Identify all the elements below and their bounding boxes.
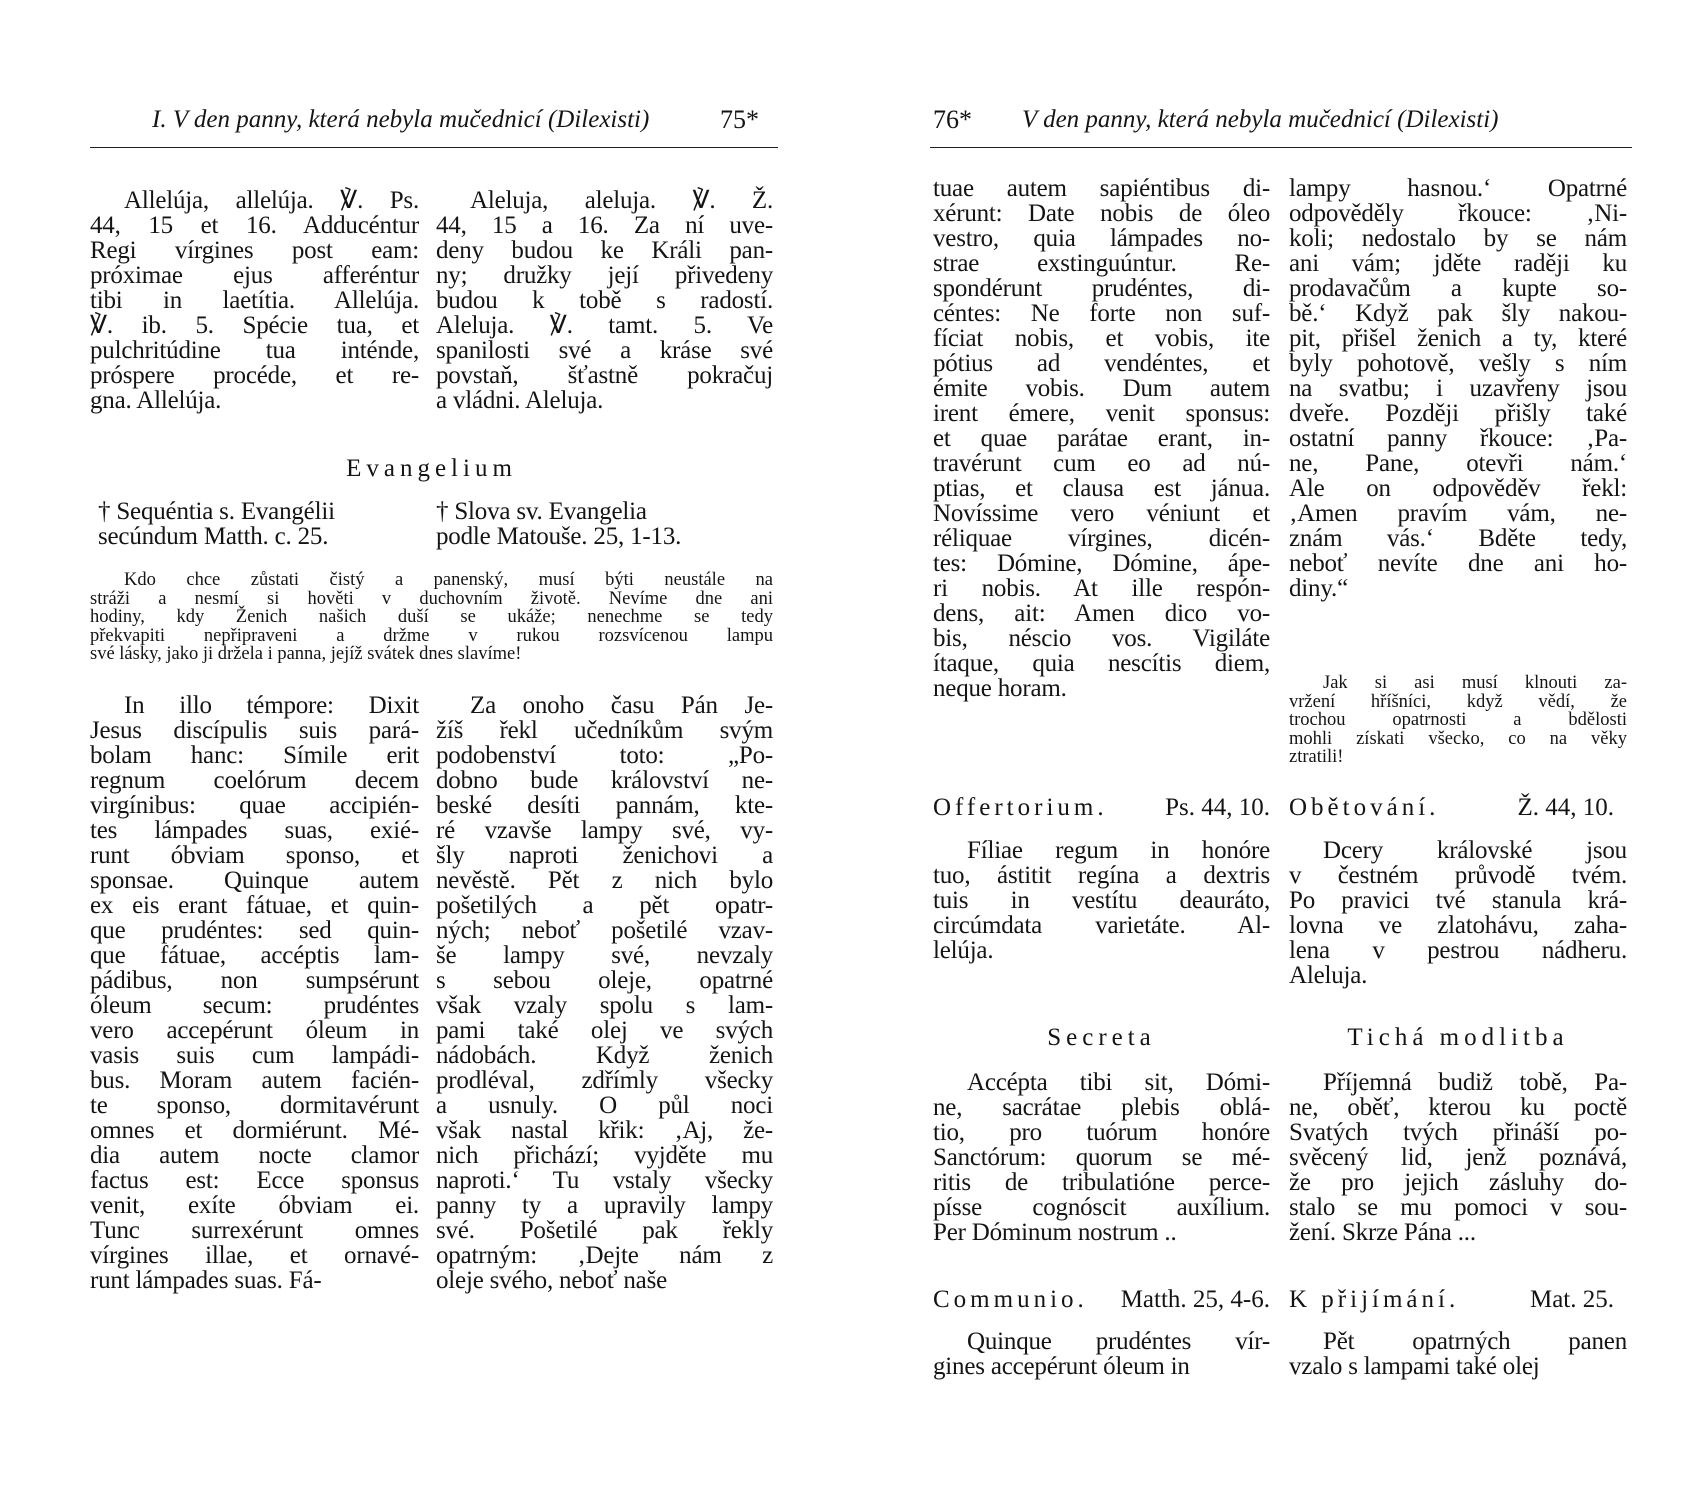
text-line: Novíssime vero véniunt et — [933, 500, 1270, 527]
text-line: gna. Allelúja. — [90, 387, 222, 414]
text-line: budou k tobě s radostí. — [436, 287, 773, 314]
secret-czech — [1289, 1069, 1627, 1244]
text-line: que prudéntes: sed quin- — [90, 917, 419, 944]
text-line: deny budou ke Králi pan- — [436, 237, 773, 264]
text-line: dia autem nocte clamor — [90, 1142, 419, 1169]
text-line: strae exstinguúntur. Re- — [933, 250, 1270, 277]
text-line: tio, pro tuórum honóre — [933, 1119, 1270, 1146]
text-line: te sponso, dormitavérunt — [90, 1092, 419, 1119]
text-line: prodléval, zdřímly všecky — [436, 1067, 773, 1094]
text-line: Sanctórum: quorum se mé- — [933, 1144, 1270, 1171]
text-line: tes: Dómine, Dómine, ápe- — [933, 550, 1270, 577]
text-line: diny.“ — [1289, 575, 1348, 602]
text-line: svěcený lid, jenž poznává, — [1289, 1144, 1627, 1171]
text-line: neque horam. — [933, 675, 1067, 702]
text-line: beské desíti pannám, kte- — [436, 792, 773, 819]
text-line: pami také olej ve svých — [436, 1017, 773, 1044]
text-line: factus est: Ecce sponsus — [90, 1167, 419, 1194]
text-line: † Slova sv. Evangelia — [436, 498, 647, 525]
text-line: však nastal křik: ‚Aj, že- — [436, 1117, 773, 1144]
text-line: vržení hříšníci, když vědí, že — [1289, 691, 1627, 712]
text-line: ex eis erant fátuae, et quin- — [90, 892, 419, 919]
secret-latin — [933, 1069, 1270, 1244]
text-line: Accépta tibi sit, Dómi- — [967, 1069, 1270, 1096]
text-line: neboť nevíte dne ani ho- — [1289, 550, 1627, 577]
text-line: Svatých tvých přináší po- — [1289, 1119, 1627, 1146]
text-line: travérunt cum eo ad nú- — [933, 450, 1270, 477]
offertory-heading-czech — [1289, 794, 1614, 822]
offertory-ref-latin: Ps. 44, 10. — [1165, 794, 1270, 821]
text-line: Pět opatrných panen — [1323, 1328, 1627, 1355]
gospel-czech-continued — [1289, 175, 1627, 600]
text-line: Jak si asi musí klnouti za- — [1323, 673, 1627, 693]
text-line: Regi vírgines post eam: — [90, 237, 419, 264]
gospel-reference-czech — [436, 497, 773, 550]
text-line: bě.‘ Když pak šly nakou- — [1289, 300, 1627, 327]
text-line: podobenství toto: „Po- — [436, 742, 773, 769]
communion-heading-czech — [1289, 1286, 1614, 1314]
text-line: ne, Pane, otevři nám.‘ — [1289, 450, 1627, 477]
text-line: Kdo chce zůstati čistý a panenský, musí býti neustále na — [124, 570, 773, 590]
text-line: tes lámpades suas, exié- — [90, 817, 419, 844]
text-line: bis, néscio vos. Vigiláte — [933, 625, 1270, 652]
offertory-czech — [1289, 837, 1627, 987]
text-line: 44, 15 a 16. Za ní uve- — [436, 212, 773, 239]
text-line: nevěstě. Pět z nich bylo — [436, 867, 773, 894]
text-line: pit, přišel ženich a ty, které — [1289, 325, 1627, 352]
text-line: et quae parátae erant, in- — [933, 425, 1270, 452]
text-line: nich přichází; vyjděte mu — [436, 1142, 773, 1169]
text-line: byly pohotově, vešly s ním — [1289, 350, 1627, 377]
text-line: své lásky, jako ji držela i panna, jejíž svátek dnes slavíme! — [90, 644, 522, 664]
communion-label-czech: K přijímání. — [1289, 1286, 1460, 1313]
text-line: céntes: Ne forte non suf- — [933, 300, 1270, 327]
text-line: tuae autem sapiéntibus di- — [933, 175, 1270, 202]
text-line: pótius ad vendéntes, et — [933, 350, 1270, 377]
text-line: písse cognóscit auxílium. — [933, 1194, 1270, 1221]
text-line: vasis suis cum lampádi- — [90, 1042, 419, 1069]
text-line: próximae ejus afferéntur — [90, 262, 419, 289]
text-line: mohli získati všecko, co na věky — [1289, 728, 1627, 749]
text-line: Ale on odpověděv řekl: — [1289, 475, 1627, 502]
text-line: že pro jejich zásluhy do- — [1289, 1169, 1627, 1196]
text-line: šly naproti ženichovi a — [436, 842, 773, 869]
text-line: ny; družky její přivedeny — [436, 262, 773, 289]
text-line: hodiny, kdy Ženich našich duší se ukáže; nenechme se tedy — [90, 607, 773, 627]
text-line: Za onoho času Pán Je- — [470, 692, 773, 719]
text-line: fíciat nobis, et vobis, ite — [933, 325, 1270, 352]
communion-ref-latin: Matth. 25, 4-6. — [1120, 1286, 1270, 1313]
gospel-reference-latin — [98, 497, 427, 550]
alleluia-latin — [90, 187, 419, 412]
text-line: še lampy své, nevzaly — [436, 942, 773, 969]
left-page-number: 75* — [720, 105, 759, 134]
text-line: koli; nedostalo by se nám — [1289, 225, 1627, 252]
text-line: tibi in laetítia. Allelúja. — [90, 287, 419, 314]
text-line: spanilosti své a kráse své — [436, 337, 773, 364]
text-line: lovna ve zlatohávu, zaha- — [1289, 912, 1627, 939]
right-page-running-header: V den panny, která nebyla mučednicí (Dilexisti) — [1022, 106, 1499, 133]
text-line: panny ty a upravily lampy — [436, 1192, 773, 1219]
right-page-number: 76* — [933, 105, 972, 134]
text-line: stráži a nesmí si hověti v duchovním životě. Nevíme dne ani — [90, 588, 773, 609]
text-line: a vládni. Aleluja. — [436, 387, 604, 414]
text-line: lelúja. — [933, 937, 994, 964]
text-line: sponsae. Quinque autem — [90, 867, 419, 894]
secret-heading-latin: Secreta — [1047, 1024, 1156, 1051]
text-line: émite vobis. Dum autem — [933, 375, 1270, 402]
text-line: prodavačům a kupte so- — [1289, 275, 1627, 302]
text-line: stalo se mu pomoci v sou- — [1289, 1194, 1627, 1221]
text-line: ítaque, quia nescítis diem, — [933, 650, 1270, 677]
text-line: překvapiti nepřipraveni a držme v rukou rozsvícenou lampu — [90, 625, 773, 646]
text-line: podle Matouše. 25, 1-13. — [436, 523, 682, 550]
text-line: ri nobis. At ille respón- — [933, 575, 1270, 602]
text-line: Aleluja. — [1289, 962, 1368, 989]
text-line: vzalo s lampami také olej — [1289, 1353, 1540, 1380]
communion-heading-latin — [933, 1286, 1270, 1314]
offertory-label-czech: Obětování. — [1289, 794, 1440, 821]
offertory-label-latin: Offertorium. — [933, 794, 1108, 821]
text-line: Příjemná budiž tobě, Pa- — [1323, 1069, 1627, 1096]
offertory-ref-czech: Ž. 44, 10. — [1517, 794, 1614, 821]
text-line: naproti.‘ Tu vstaly všecky — [436, 1167, 773, 1194]
gospel-text-latin — [90, 692, 419, 1292]
text-line: ritis de tribulatióne perce- — [933, 1169, 1270, 1196]
text-line: spondérunt prudéntes, di- — [933, 275, 1270, 302]
text-line: povstaň, šťastně pokračuj — [436, 362, 773, 389]
text-line: vero accepérunt óleum in — [90, 1017, 419, 1044]
text-line: ℣. ib. 5. Spécie tua, et — [90, 312, 419, 339]
text-line: lampy hasnou.‘ Opatrné — [1289, 175, 1627, 202]
text-line: pulchritúdine tua inténde, — [90, 337, 419, 364]
text-line: odpověděly řkouce: ‚Ni- — [1289, 200, 1627, 227]
text-line: ostatní panny řkouce: ‚Pa- — [1289, 425, 1627, 452]
text-line: ne, sacrátae plebis oblá- — [933, 1094, 1270, 1121]
text-line: † Sequéntia s. Evangélii — [98, 498, 335, 525]
text-line: runt lámpades suas. Fá- — [90, 1267, 322, 1294]
gospel-text-czech — [436, 692, 773, 1292]
text-line: dveře. Později přišly také — [1289, 400, 1627, 427]
text-line: ré vzavše lampy své, vy- — [436, 817, 773, 844]
text-line: ztratili! — [1289, 747, 1344, 767]
communion-ref-czech: Mat. 25. — [1529, 1286, 1614, 1313]
gospel-heading: Evangelium — [346, 455, 517, 482]
text-line: Per Dóminum nostrum .. — [933, 1219, 1177, 1246]
text-line: Aleluja. ℣. tamt. 5. Ve — [436, 312, 773, 339]
text-line: však vzaly spolu s lam- — [436, 992, 773, 1019]
text-line: vestro, quia lámpades no- — [933, 225, 1270, 252]
text-line: vírgines illae, et ornavé- — [90, 1242, 419, 1269]
text-line: znám vás.‘ Bděte tedy, — [1289, 525, 1627, 552]
offertory-latin — [933, 837, 1270, 962]
gospel-latin-continued — [933, 175, 1270, 700]
text-line: bolam hanc: Símile erit — [90, 742, 419, 769]
reflection-note — [1289, 673, 1627, 766]
text-line: secúndum Matth. c. 25. — [98, 523, 329, 550]
text-line: réliquae vírgines, dicén- — [933, 525, 1270, 552]
left-page-running-header: I. V den panny, která nebyla mučednicí (Dilexisti) — [152, 106, 650, 133]
text-line: omnes et dormiérunt. Mé- — [90, 1117, 419, 1144]
text-line: irent émere, venit sponsus: — [933, 400, 1270, 427]
offertory-heading-latin — [933, 794, 1270, 822]
text-line: dens, ait: Amen dico vo- — [933, 600, 1270, 627]
text-line: pádibus, non sumpsérunt — [90, 967, 419, 994]
text-line: In illo témpore: Dixit — [124, 692, 419, 719]
text-line: Tunc surrexérunt omnes — [90, 1217, 419, 1244]
text-line: žení. Skrze Pána ... — [1289, 1219, 1476, 1246]
alleluia-czech — [436, 187, 773, 412]
text-line: pošetilých a pět opatr- — [436, 892, 773, 919]
text-line: próspere procéde, et re- — [90, 362, 419, 389]
text-line: tuo, ástitit regína a dextris — [933, 862, 1270, 889]
text-line: oleje svého, neboť naše — [436, 1267, 668, 1294]
text-line: circúmdata varietáte. Al- — [933, 912, 1270, 939]
text-line: regnum coelórum decem — [90, 767, 419, 794]
text-line: ‚Amen pravím vám, ne- — [1289, 500, 1627, 527]
text-line: Quinque prudéntes vír- — [967, 1328, 1270, 1355]
text-line: své. Pošetilé pak řekly — [436, 1217, 773, 1244]
text-line: na svatbu; i uzavřeny jsou — [1289, 375, 1627, 402]
right-header-rule — [930, 147, 1632, 148]
text-line: venit, exíte óbviam ei. — [90, 1192, 419, 1219]
left-header-rule — [90, 147, 778, 148]
secret-heading-czech: Tichá modlitba — [1347, 1024, 1569, 1051]
text-line: Fíliae regum in honóre — [967, 837, 1270, 864]
text-line: virgínibus: quae accipién- — [90, 792, 419, 819]
text-line: óleum secum: prudéntes — [90, 992, 419, 1019]
text-line: a usnuly. O půl noci — [436, 1092, 773, 1119]
communion-czech — [1289, 1328, 1627, 1378]
text-line: Po pravici tvé stanula krá- — [1289, 887, 1627, 914]
text-line: tuis in vestítu deauráto, — [933, 887, 1270, 914]
text-line: s sebou oleje, opatrné — [436, 967, 773, 994]
text-line: Aleluja, aleluja. ℣. Ž. — [470, 187, 773, 214]
text-line: Jesus discípulis suis pará- — [90, 717, 419, 744]
text-line: v čestném průvodě tvém. — [1289, 862, 1627, 889]
text-line: que fátuae, accéptis lam- — [90, 942, 419, 969]
text-line: ani vám; jděte raději ku — [1289, 250, 1627, 277]
text-line: xérunt: Date nobis de óleo — [933, 200, 1270, 227]
text-line: ne, oběť, kterou ku poctě — [1289, 1094, 1627, 1121]
communion-latin — [933, 1328, 1270, 1378]
text-line: bus. Moram autem facién- — [90, 1067, 419, 1094]
text-line: ptias, et clausa est jánua. — [933, 475, 1270, 502]
text-line: trochou opatrnosti a bdělosti — [1289, 710, 1627, 730]
text-line: Dcery královské jsou — [1323, 837, 1627, 864]
text-line: lena v pestrou nádheru. — [1289, 937, 1627, 964]
text-line: ných; neboť pošetilé vzav- — [436, 917, 773, 944]
text-line: dobno bude království ne- — [436, 767, 773, 794]
text-line: Allelúja, allelúja. ℣. Ps. — [124, 187, 419, 214]
text-line: opatrným: ‚Dejte nám z — [436, 1242, 773, 1269]
communion-label-latin: Communio. — [933, 1286, 1088, 1313]
meditation-note — [90, 570, 773, 663]
text-line: žíš řekl učedníkům svým — [436, 717, 773, 744]
text-line: gines accepérunt óleum in — [933, 1353, 1190, 1380]
text-line: runt óbviam sponso, et — [90, 842, 419, 869]
text-line: 44, 15 et 16. Adducéntur — [90, 212, 419, 239]
text-line: nádobách. Když ženich — [436, 1042, 773, 1069]
